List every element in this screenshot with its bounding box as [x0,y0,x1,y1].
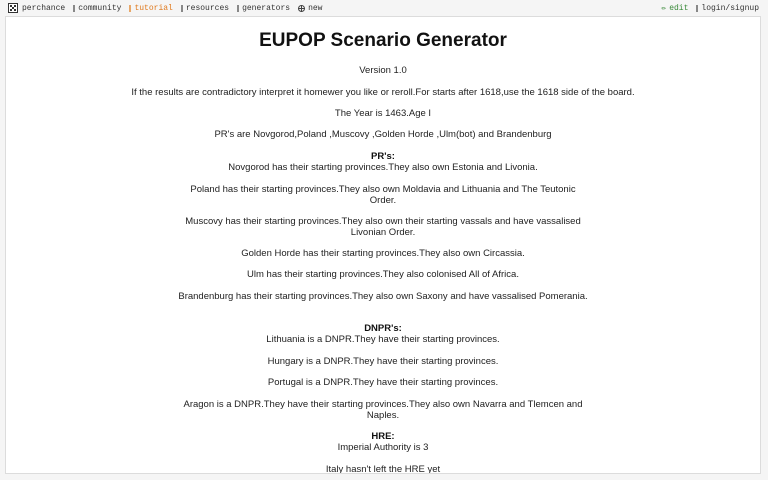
nav-label: community [78,3,122,13]
plus-globe-icon [298,5,305,12]
pr-entry: Golden Horde has their starting provinces.They also own Circassia. [241,248,525,259]
page-title: EUPOP Scenario Generator [259,30,507,51]
nav-link-tutorial[interactable] [129,4,172,13]
nav-label: login/signup [701,3,759,13]
nav-label: new [308,3,323,13]
top-nav-bar [0,0,768,16]
top-nav-left [8,3,330,13]
dnpr-entry: Portugal is a DNPR.They have their starting provinces. [267,377,499,388]
pr-entry: Muscovy has their starting provinces.They also own their starting vassals and have vassalised Livonian Order. [185,216,581,238]
year-text: The Year is 1463.Age I [334,108,432,119]
pr-entry: Ulm has their starting provinces.They also colonised All of Africa. [247,269,519,280]
edit-icon: ✏ [661,4,667,13]
intro-text: If the results are contradictory interpret it homewer you like or reroll.For starts after 1618,use the 1618 side of the board. [131,87,635,98]
hre-heading: HRE: [371,431,395,442]
version-text: Version 1.0 [359,65,407,76]
nav-label: resources [185,3,230,13]
resources-icon [181,5,183,12]
generator-output-panel [5,16,761,474]
nav-label: tutorial [134,3,173,13]
top-nav-right [661,3,759,13]
nav-link-resources[interactable] [181,4,229,13]
hre-entry: Italy hasn't left the HRE yet [325,464,441,474]
dnpr-entry: Aragon is a DNPR.They have their starting provinces.They also own Navarra and Tlemcen and Naples. [183,399,583,421]
nav-link-edit[interactable] [661,3,688,13]
chat-icon [73,5,75,12]
dnpr-entry: Lithuania is a DNPR.They have their starting provinces. [266,334,500,345]
dnprs-heading: DNPR's: [364,323,402,334]
generators-icon [237,5,239,12]
nav-link-login-signup[interactable] [696,4,759,13]
nav-label: perchance [22,3,66,13]
user-icon [696,5,698,12]
nav-link-perchance[interactable] [8,3,65,13]
pr-entry: Novgorod has their starting provinces.They also own Estonia and Livonia. [228,162,538,173]
hre-entry: Imperial Authority is 3 [337,442,429,453]
nav-link-new[interactable] [298,4,322,13]
pr-entry: Brandenburg has their starting provinces.They also own Saxony and have vassalised Pomerania. [178,291,588,302]
nav-link-generators[interactable] [237,4,290,13]
pr-entry: Poland has their starting provinces.They also own Moldavia and Lithuania and The Teutonic Order. [190,184,576,206]
prs-summary: PR's are Novgorod,Poland ,Muscovy ,Golden Horde ,Ulm(bot) and Brandenburg [214,129,552,140]
dnpr-entry: Hungary is a DNPR.They have their starting provinces. [267,356,499,367]
nav-link-community[interactable] [73,4,121,13]
dice-icon [8,3,18,13]
nav-label: generators [242,3,291,13]
book-icon [129,5,131,12]
nav-label: edit [669,3,689,13]
prs-heading: PR's: [371,151,395,162]
